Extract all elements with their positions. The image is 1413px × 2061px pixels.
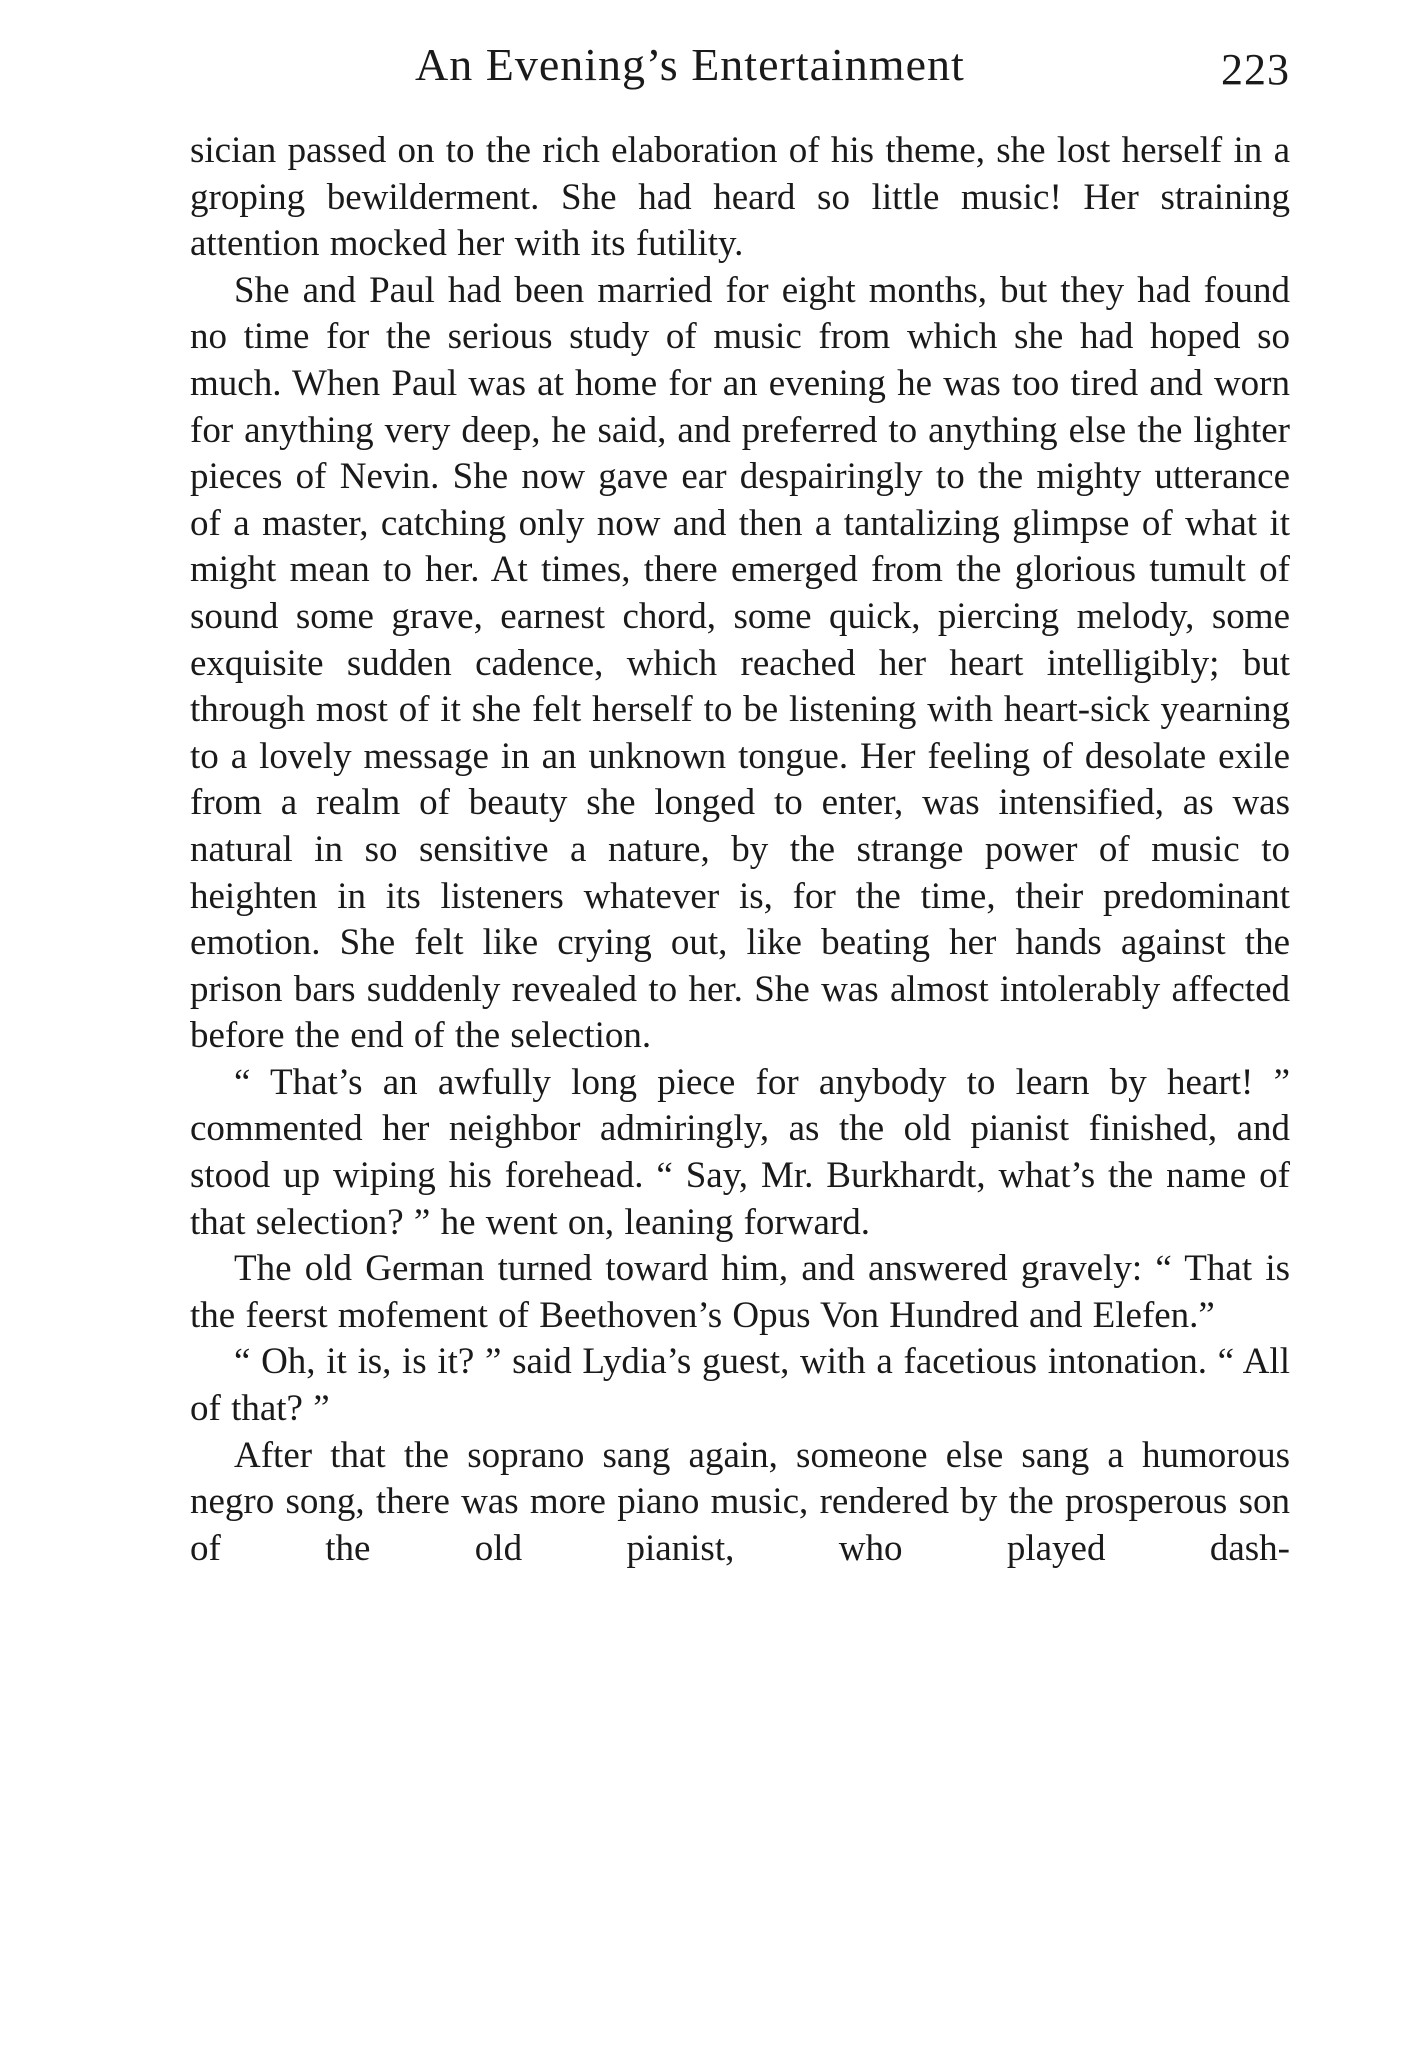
paragraph-marriage: She and Paul had been married for eight months, but they had found no time for the serious study of music from which she had hoped so much. When Paul was at home for an evening he was too tired and worn for anything very deep, he said, and preferred to anything else the lighter pieces of Nevin. She now gave ear despairingly to the mighty utterance of a master, catching only now and then a tantalizing glimpse of what it might mean to her. At times, there emerged from the glorious tumult of sound some grave, earnest chord, some quick, piercing melody, some exquisite sudden cadence, which reached her heart intelligibly; but through most of it she felt herself to be listening with heart-sick yearning to a lovely message in an unknown tongue. Her feeling of desolate exile from a realm of beauty she longed to enter, was intensified, as was natural in so sensitive a nature, by the strange power of music to heighten in its listeners whatever is, for the time, their predominant emotion. She felt like crying out, like beating her hands against the prison bars suddenly revealed to her. She was almost intolerably affected before the end of the selection. [190,269,1290,1057]
body-text [190,128,1290,1572]
running-head-title: An Evening’s Entertainment [415,39,965,90]
paragraph-after-that: After that the soprano sang again, someone else sang a humorous negro song, there was more piano music, rendered by the prosperous son of the old pianist, who played dash- [190,1434,1290,1569]
page-number: 223 [1221,45,1290,94]
paragraph-german-reply: The old German turned toward him, and answered gravely: “ That is the feerst mofement of Beethoven’s Opus Von Hundred and Elefen.” [190,1248,1290,1336]
running-head [190,38,1290,98]
paragraph-neighbor-comment: “ That’s an awfully long piece for anybody to learn by heart! ” commented her neighbor admiringly, as the old pianist finished, and stood up wiping his forehead. “ Say, Mr. Burkhardt, what’s the name of that selection? ” he went on, leaning forward. [190,1061,1290,1243]
paragraph-continued: sician passed on to the rich elaboration of his theme, she lost herself in a groping bewilderment. She had heard so little music! Her straining attention mocked her with its futility. [190,130,1290,265]
paragraph-guest-reply: “ Oh, it is, is it? ” said Lydia’s guest, with a facetious intonation. “ All of that? ” [190,1341,1290,1430]
